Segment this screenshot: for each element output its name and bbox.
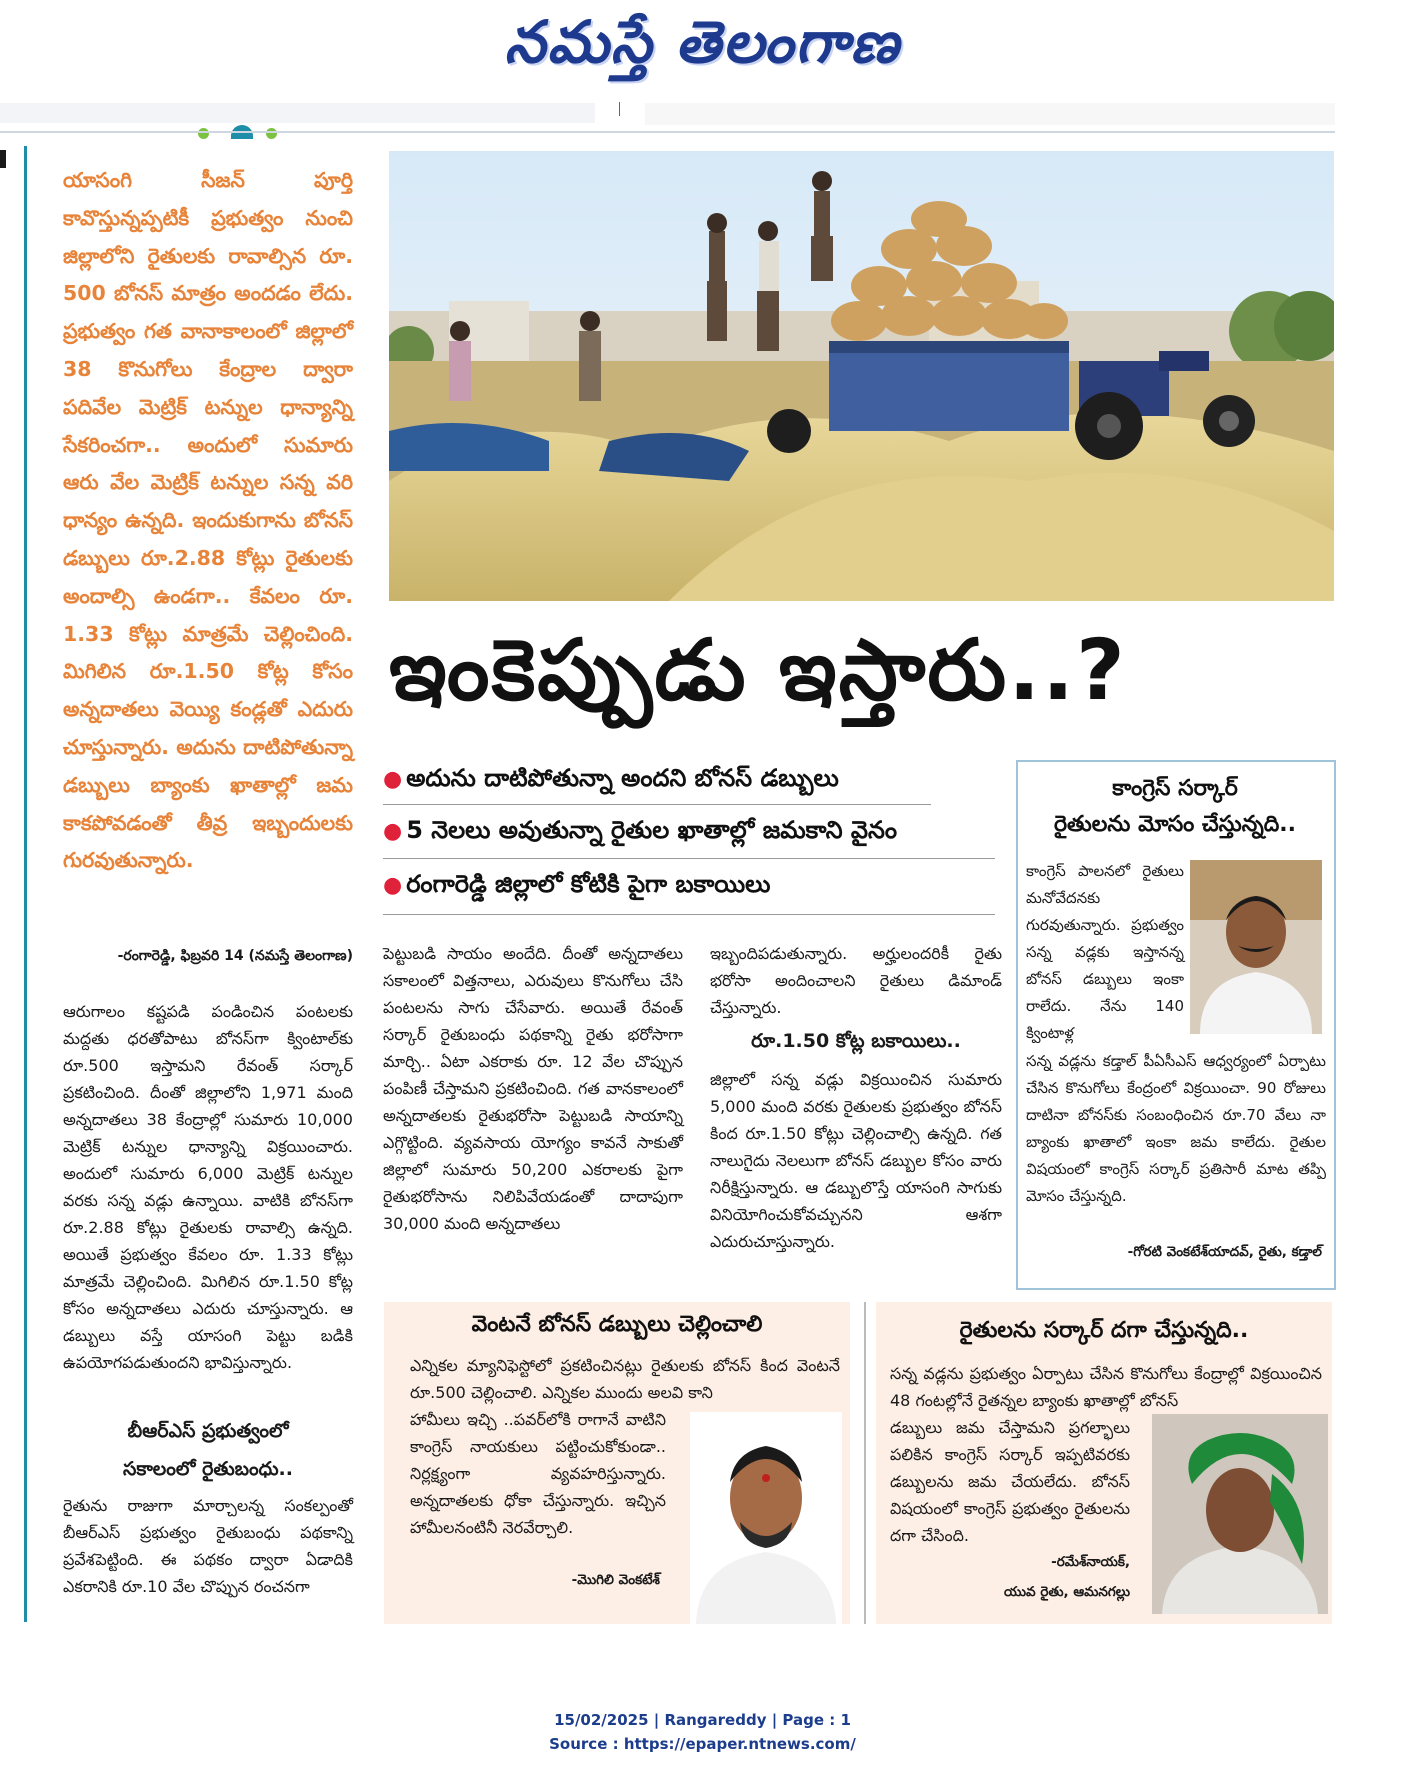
green-dot-icon bbox=[198, 128, 209, 139]
edge-mark bbox=[0, 150, 6, 168]
bullet-1 bbox=[383, 754, 839, 802]
bullet-divider bbox=[383, 914, 995, 915]
column-rule bbox=[24, 146, 27, 1622]
bullet-divider bbox=[383, 858, 995, 859]
dateline: -రంగారెడ్డి, ఫిబ్రవరి 14 (నమస్తే తెలంగాణ) bbox=[117, 948, 353, 964]
quote-left-title: వెంటనే బోనస్ డబ్బులు చెల్లించాలి bbox=[471, 1312, 763, 1337]
lead-intro bbox=[63, 162, 353, 880]
portrait-ramesh bbox=[1152, 1414, 1328, 1614]
quote-right-signature-2: యువ రైతు, ఆమనగల్లు bbox=[1004, 1584, 1130, 1600]
header-strip-left bbox=[0, 103, 595, 123]
top-rule bbox=[0, 131, 1335, 133]
green-dot-icon bbox=[266, 128, 277, 139]
quote-left-signature: -మొగిలి వెంకటేశ్ bbox=[571, 1572, 660, 1588]
col3-tail-paragraph: జిల్లాలో సన్న వడ్లు విక్రయించిన సుమారు 5,000 మంది వరకు రైతులకు ప్రభుత్వం బోనస్ కింద రూ.1.50 కోట్లు చెల్లించాల్సి ఉన్నది. గత నాలుగైదు నెలలుగా బోనస్ డబ్బుల కోసం వారు నిరీక్షిస్తున్నారు. ఆ డబ్బులొస్తే యాసంగి సాగుకు వినియోగించుకోవచ్చునని ఆశగా ఎదురుచూస్తున్నారు. bbox=[710, 1070, 1002, 1251]
bullet-1-text: అదును దాటిపోతున్నా అందని బోనస్ డబ్బులు bbox=[406, 764, 839, 792]
portrait-photo bbox=[690, 1412, 842, 1624]
box-text-bottom bbox=[1026, 1048, 1326, 1210]
quote-left-text-top bbox=[410, 1352, 840, 1406]
column-2-body bbox=[383, 940, 683, 1237]
quote-left-text-top-paragraph: ఎన్నికల మ్యానిఫెస్టోలో ప్రకటించినట్లు రైతులకు బోనస్ కింద వెంటనే రూ.500 చెల్లించాలి. ఎన్నికల ముందు అలవి కాని bbox=[410, 1356, 840, 1402]
header-divider bbox=[619, 102, 620, 116]
bullet-dot-icon: ● bbox=[383, 819, 403, 844]
quote-right-text-top bbox=[890, 1360, 1322, 1414]
column-1-tail bbox=[63, 1492, 353, 1600]
subhead-brs-1: బీఆర్ఎస్ ప్రభుత్వంలో bbox=[127, 1420, 289, 1442]
bullet-2 bbox=[383, 806, 897, 854]
subhead-brs-2: సకాలంలో రైతుబంధు.. bbox=[122, 1458, 293, 1480]
lead-text: యాసంగి సీజన్ పూర్తి కావొస్తున్నప్పటికీ ప్రభుత్వం నుంచి జిల్లాలోని రైతులకు రావాల్సిన రూ. 500 బోనస్ మాత్రం అందడం లేదు. ప్రభుత్వం గత వానాకాలంలో జిల్లాలో 38 కొనుగోలు కేంద్రాల ద్వారా పదివేల మెట్రిక్ టన్నుల ధాన్యాన్ని సేకరించగా.. అందులో సుమారు ఆరు వేల మెట్రిక్ టన్నుల సన్న వరి ధాన్యం ఉన్నది. ఇందుకుగాను బోనస్ డబ్బులు రూ.2.88 కోట్లు రైతులకు అందాల్సి ఉండగా.. కేవలం రూ. 1.33 కోట్లు మాత్రమే చెల్లించింది. మిగిలిన రూ.1.50 కోట్ల కోసం అన్నదాతలు వెయ్యి కండ్లతో ఎదురు చూస్తున్నారు. అదును దాటిపోతున్నా డబ్బులు బ్యాంకు ఖాతాల్లో జమ కాకపోవడంతో తీవ్ర ఇబ్బందులకు గురవుతున్నారు. bbox=[63, 168, 353, 873]
quote-left-text-bottom bbox=[410, 1406, 666, 1541]
box-title-2: రైతులను మోసం చేస్తున్నది.. bbox=[1053, 812, 1296, 837]
bullet-dot-icon: ● bbox=[383, 767, 403, 792]
bullet-2-text: 5 నెలలు అవుతున్నా రైతుల ఖాతాల్లో జమకాని వైనం bbox=[406, 816, 897, 844]
quote-left-text-bottom-paragraph: హామీలు ఇచ్చి ..పవర్‌లోకి రాగానే వాటిని కాంగ్రెస్ నాయకులు పట్టించుకోకుండా.. నిర్లక్ష్యంగా వ్యవహరిస్తున్నారు. అన్నదాతలకు ధోకా చేస్తున్నారు. ఇచ్చిన హామీలనంటినీ నెరవేర్చాలి. bbox=[410, 1410, 666, 1537]
farmer-photo-venkatesh bbox=[1190, 860, 1322, 1034]
header-strip-right bbox=[645, 103, 1335, 125]
column-3-body bbox=[710, 940, 1002, 1021]
quote-right-text-bottom bbox=[890, 1414, 1130, 1549]
headline: ఇంకెప్పుడు ఇస్తారు..? bbox=[389, 621, 1127, 719]
paddy-procurement-photo bbox=[389, 151, 1334, 601]
col1-paragraph: ఆరుగాలం కష్టపడి పండించిన పంటలకు మద్దతు ధరతోపాటు బోనస్‌గా క్వింటాల్‌కు రూ.500 ఇస్తామని రేవంత్ సర్కార్ ప్రకటించింది. దీంతో జిల్లాలోని 1,971 మంది అన్నదాతలు 38 కేంద్రాల్లో సుమారు 10,000 మెట్రిక్ టన్నుల ధాన్యాన్ని విక్రయించారు. అందులో సుమారు 6,000 మెట్రిక్ టన్నుల వరకు సన్న వడ్లు ఉన్నాయి. వాటికి బోనస్‌గా రూ.2.88 కోట్లు రైతులకు రావాల్సి ఉన్నది. అయితే ప్రభుత్వం కేవలం రూ. 1.33 కోట్లు మాత్రమే చెల్లించింది. మిగిలిన రూ.1.50 కోట్ల కోసం అన్నదాతలు ఎదురు చూస్తున్నారు. ఆ డబ్బులు వస్తే యాసంగి పెట్టు బడికి ఉపయోగపడుతుందని భావిస్తున్నారు. bbox=[63, 1002, 353, 1372]
box-title-1: కాంగ్రెస్ సర్కార్ bbox=[1112, 776, 1238, 801]
col1-tail-paragraph: రైతును రాజుగా మార్చాలన్న సంకల్పంతో బీఆర్ఎస్ ప్రభుత్వం రైతుబంధు పథకాన్ని ప్రవేశపెట్టింది. ఈ పథకం ద్వారా ఏడాదికి ఎకరానికి రూ.10 వేల చొప్పున రంచనగా bbox=[63, 1496, 353, 1596]
box-text-top bbox=[1026, 858, 1184, 1047]
news-photo bbox=[389, 151, 1334, 601]
quote-right-signature-1: -రమేశ్‌నాయక్, bbox=[1051, 1554, 1130, 1570]
col2-paragraph: పెట్టుబడి సాయం అందేది. దీంతో అన్నదాతలు సకాలంలో విత్తనాలు, ఎరువులు కొనుగోలు చేసి పంటలను సాగు చేసేవారు. అయితే రేవంత్ సర్కార్ రైతుబంధు పథకాన్ని రైతు భరోసాగా మార్చి.. ఏటా ఎకరాకు రూ. 12 వేల చొప్పున పంపిణీ చేస్తామని ప్రకటించింది. గత వానకాలంలో అన్నదాతలకు రైతుభరోసా పెట్టుబడి సాయాన్ని ఎగ్గొట్టింది. వ్యవసాయ యోగ్యం కావనే సాకుతో జిల్లాలో సుమారు 50,200 ఎకరాలకు పైగా రైతుభరోసాను నిలిపివేయడంతో దాదాపుగా 30,000 మంది అన్నదాతలు bbox=[383, 944, 683, 1233]
quote-right-text-bottom-paragraph: డబ్బులు జమ చేస్తామని ప్రగల్భాలు పలికిన కాంగ్రెస్ సర్కార్ ఇప్పటివరకు డబ్బులను జమ చేయలేదు. బోనస్ విషయంలో కాంగ్రెస్ ప్రభుత్వం రైతులను దగా చేసింది. bbox=[890, 1418, 1130, 1545]
quote-divider bbox=[864, 1302, 866, 1624]
box-text-bottom-paragraph: సన్న వడ్లను కడ్తాల్ పీఏసీఎస్ ఆధ్వర్యంలో ఏర్పాటు చేసిన కొనుగోలు కేంద్రంలో విక్రయించా. 90 రోజులు దాటినా బోనస్‌కు సంబంధించిన రూ.70 వేలు నా బ్యాంకు ఖాతాలో ఇంకా జమ కాలేదు. రైతుల విషయంలో కాంగ్రెస్ సర్కార్ ప్రతిసారీ మాట తప్పి మోసం చేస్తున్నది. bbox=[1026, 1052, 1326, 1205]
portrait-photo bbox=[1190, 860, 1322, 1034]
footer-date-edition: 15/02/2025 | Rangareddy | Page : 1 bbox=[554, 1711, 851, 1729]
column-1-body bbox=[63, 998, 353, 1376]
box-text-top-paragraph: కాంగ్రెస్ పాలనలో రైతులు మనోవేదనకు గురవుతున్నారు. ప్రభుత్వం సన్న వడ్లకు ఇస్తానన్న బోనస్ డబ్బులు ఇంకా రాలేదు. నేను 140 క్వింటాళ్ల bbox=[1026, 862, 1184, 1042]
masthead-title: నమస్తే తెలంగాణ bbox=[504, 8, 901, 76]
bullet-3 bbox=[383, 860, 771, 908]
box-signature: -గోరటి వెంకటేశ్‌యాదవ్, రైతు, కడ్తాల్ bbox=[1127, 1244, 1322, 1260]
bullet-3-text: రంగారెడ్డి జిల్లాలో కోటికి పైగా బకాయిలు bbox=[406, 870, 771, 898]
subhead-dues: రూ.1.50 కోట్ల బకాయిలు.. bbox=[751, 1030, 961, 1052]
bullet-dot-icon: ● bbox=[383, 873, 403, 898]
column-3-tail bbox=[710, 1066, 1002, 1255]
portrait-mogili bbox=[690, 1412, 842, 1624]
footer-source: Source : https://epaper.ntnews.com/ bbox=[549, 1735, 856, 1753]
quote-right-text-top-paragraph: సన్న వడ్లను ప్రభుత్వం ఏర్పాటు చేసిన కొనుగోలు కేంద్రాల్లో విక్రయించిన 48 గంటల్లోనే రైతన్నల బ్యాంకు ఖాతాల్లో బోనస్ bbox=[890, 1364, 1322, 1410]
col3-paragraph: ఇబ్బందిపడుతున్నారు. అర్హులందరికీ రైతు భరోసా అందించాలని రైతులు డిమాండ్ చేస్తున్నారు. bbox=[710, 944, 1002, 1017]
bullet-divider bbox=[383, 804, 931, 805]
portrait-photo bbox=[1152, 1414, 1328, 1614]
quote-right-title: రైతులను సర్కార్ దగా చేస్తున్నది.. bbox=[959, 1318, 1249, 1343]
